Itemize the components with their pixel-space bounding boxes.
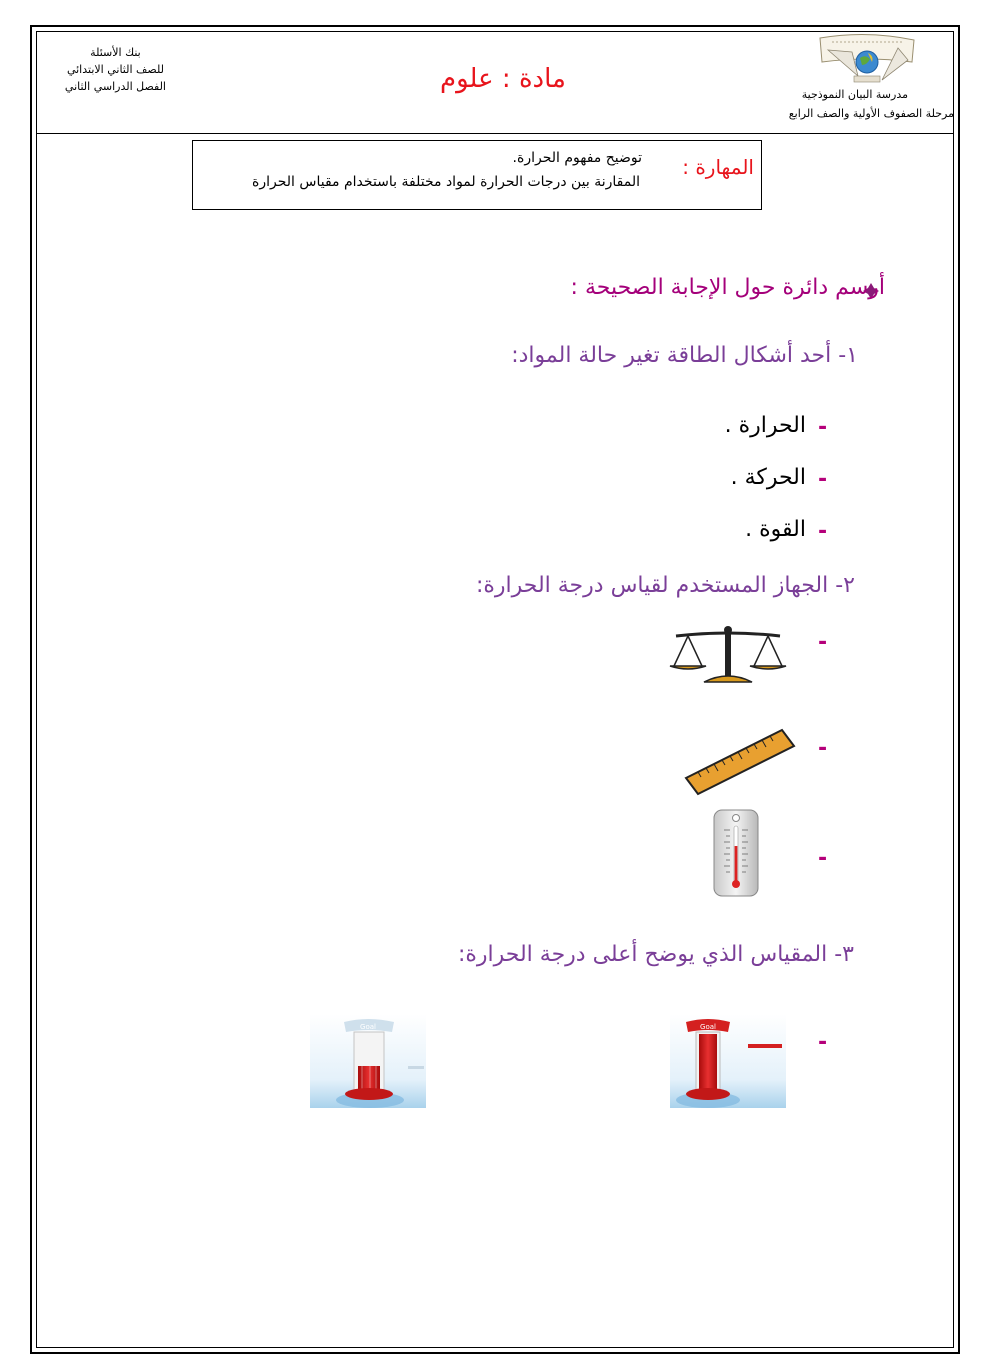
thermometer-icon[interactable] xyxy=(710,806,762,898)
goal-thermometer-low-icon[interactable] xyxy=(310,1014,426,1108)
question-1: ١- أحد أشكال الطاقة تغير حالة المواد: xyxy=(511,343,858,368)
option-dash: - xyxy=(818,467,828,492)
option-dash: - xyxy=(818,736,828,761)
page-border-inner xyxy=(36,31,954,1348)
goal-label: Goal xyxy=(700,1023,716,1031)
question-bank-info xyxy=(65,44,166,95)
option-dash: - xyxy=(818,630,828,655)
bank-grade: للصف الثاني الابتدائي xyxy=(66,63,164,76)
bank-title: بنك الأسئلة xyxy=(90,46,141,59)
ruler-icon[interactable] xyxy=(682,726,798,796)
subject-title: مادة : علوم xyxy=(440,64,566,94)
goal-thermometer-full-icon[interactable] xyxy=(670,1014,786,1108)
q1-option-motion[interactable]: الحركة . xyxy=(730,465,806,490)
q1-option-force[interactable]: القوة . xyxy=(745,517,806,542)
option-dash: - xyxy=(818,415,828,440)
option-dash: - xyxy=(818,519,828,544)
skill-objective-2: المقارنة بين درجات الحرارة لمواد مختلفة باستخدام مقياس الحرارة xyxy=(252,174,640,190)
option-dash: - xyxy=(818,1030,828,1055)
option-dash: - xyxy=(818,846,828,871)
school-logo-icon xyxy=(812,32,922,88)
skill-objective-1: توضيح مفهوم الحرارة. xyxy=(512,150,642,166)
skill-label: المهارة : xyxy=(682,155,754,179)
goal-label: Goal xyxy=(360,1023,376,1031)
balance-scale-icon[interactable] xyxy=(668,622,790,688)
instruction-text: أرسم دائرة حول الإجابة الصحيحة : xyxy=(570,275,885,300)
header-divider xyxy=(36,133,954,134)
question-2: ٢- الجهاز المستخدم لقياس درجة الحرارة: xyxy=(475,573,855,598)
bank-semester: الفصل الدراسي الثاني xyxy=(64,80,166,93)
school-stage: مرحلة الصفوف الأولية والصف الرابع xyxy=(788,107,954,120)
question-3: ٣- المقياس الذي يوضح أعلى درجة الحرارة: xyxy=(457,942,854,967)
q1-option-heat[interactable]: الحرارة . xyxy=(724,413,806,438)
school-name: مدرسة البيان النموذجية xyxy=(801,88,908,101)
